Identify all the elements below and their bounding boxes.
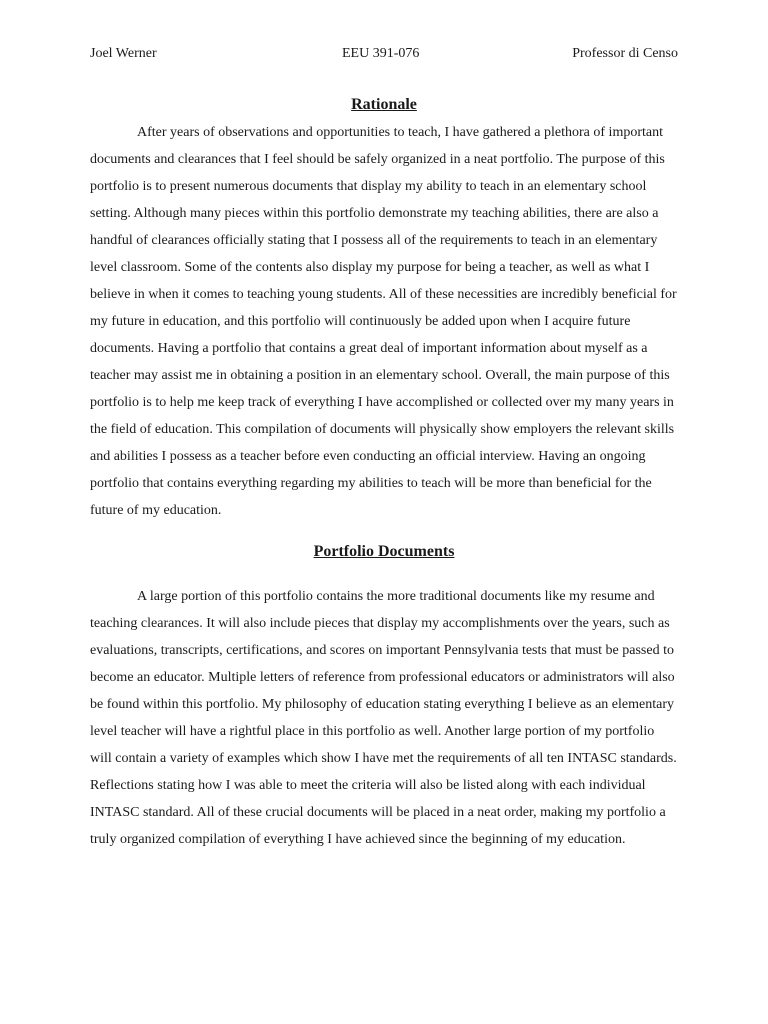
section-heading-rationale: Rationale — [351, 96, 417, 113]
section-heading-portfolio-documents: Portfolio Documents — [313, 543, 455, 560]
section-body-portfolio-documents: A large portion of this portfolio contains the more traditional documents like my resume and teaching clearances. It will also include pieces that display my accomplishments over the years, such as evaluations, transcripts, certifications, and scores on important Pennsylvania tests that must be passed to become an educator. Multiple letters of reference from professional educators or administrators will also be found within this portfolio. My philosophy of education stating everything I believe as an elementary level teacher will have a rightful place in this portfolio as well. Another large portion of my portfolio will contain a variety of examples which show I have met the requirements of all ten INTASC standards. Reflections stating how I was able to meet the criteria will also be listed along with each individual INTASC standard. All of these crucial documents will be placed in a neat order, making my portfolio a truly organized compilation of everything I have achieved since the beginning of my education. — [90, 589, 677, 847]
section-body-rationale: After years of observations and opportunities to teach, I have gathered a plethora of important documents and clearances that I feel should be safely organized in a neat portfolio. The purpose of this portfolio is to present numerous documents that display my ability to teach in an elementary school setting. Although many pieces within this portfolio demonstrate my teaching abilities, there are also a handful of clearances officially stating that I possess all of the requirements to teach in an elementary level classroom. Some of the contents also display my purpose for being a teacher, as well as what I believe in when it comes to teaching young students. All of these necessities are incredibly beneficial for my future in education, and this portfolio will continuously be added upon when I acquire future documents. Having a portfolio that contains a great deal of important information about myself as a teacher may assist me in obtaining a position in an elementary school. Overall, the main purpose of this portfolio is to help me keep track of everything I have accomplished or collected over my many years in the field of education. This compilation of documents will physically show employers the relevant skills and abilities I possess as a teacher before even conducting an official interview. Having an ongoing portfolio that contains everything regarding my abilities to teach will be more than beneficial for the future of my education. — [90, 125, 677, 518]
page-header — [90, 46, 678, 68]
document-page — [90, 46, 678, 853]
professor-name: Professor di Censo — [572, 46, 678, 61]
course-code: EEU 391-076 — [342, 46, 420, 61]
author-name: Joel Werner — [90, 46, 157, 61]
